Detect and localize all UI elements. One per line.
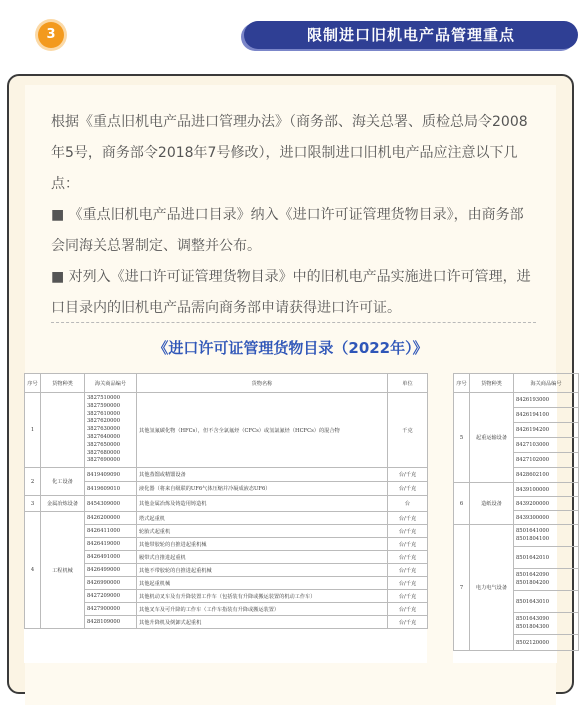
row-code: 8426411000 xyxy=(85,525,137,538)
card-inner-panel xyxy=(25,85,562,705)
row-goods-name: 其他带胶轮的自推进起重机械 xyxy=(137,538,388,551)
table-row xyxy=(25,616,428,629)
section-title: 限制进口旧机电产品管理重点 xyxy=(244,21,578,49)
row-number: 4 xyxy=(25,512,41,629)
row-unit: 千克 xyxy=(388,393,428,468)
row-unit: 台/千克 xyxy=(388,525,428,538)
row-number: 5 xyxy=(454,393,470,483)
row-category xyxy=(41,393,85,468)
header-cell: 序号 xyxy=(454,374,470,393)
table-row xyxy=(25,525,428,538)
row-code: 8427102000 xyxy=(514,453,579,468)
row-goods-name: 液化器（将来自级联的UF6气体压缩并冷凝成液态UF6） xyxy=(137,482,388,496)
row-unit: 台/千克 xyxy=(388,538,428,551)
row-category: 电力电气设备 xyxy=(470,525,514,651)
row-goods-name: 其他机动叉车及有升降装置工作车（包括装有升降或搬运装置的机动工作车） xyxy=(137,590,388,603)
header-cell: 海关商品编号 xyxy=(514,374,579,393)
row-code: 8426200000 xyxy=(85,512,137,525)
header-cell: 货物名称 xyxy=(137,374,388,393)
row-number: 2 xyxy=(25,468,41,496)
catalog-title: 《进口许可证管理货物目录（2022年）》 xyxy=(153,339,428,357)
table-row xyxy=(25,590,428,603)
row-unit: 台/千克 xyxy=(388,468,428,482)
table-row xyxy=(25,482,428,496)
row-code: 8426491000 xyxy=(85,551,137,564)
header-cell: 序号 xyxy=(25,374,41,393)
row-goods-name: 轮胎式起重机 xyxy=(137,525,388,538)
row-number: 3 xyxy=(25,496,41,512)
header-cell: 货物种类 xyxy=(41,374,85,393)
row-code: 8426194100 xyxy=(514,408,579,423)
row-unit: 台/千克 xyxy=(388,512,428,525)
row-code: 8502120000 xyxy=(514,635,579,651)
row-goods-name: 履带式自推进起重机 xyxy=(137,551,388,564)
row-unit: 台/千克 xyxy=(388,551,428,564)
row-unit: 台/千克 xyxy=(388,482,428,496)
table-row xyxy=(25,538,428,551)
row-category: 起重运输设备 xyxy=(470,393,514,483)
row-code: 8428602100 xyxy=(514,468,579,483)
row-goods-name: 其他升降机及倒卸式起重机 xyxy=(137,616,388,629)
table-row xyxy=(454,525,579,547)
table-row xyxy=(25,564,428,577)
row-category: 金属冶炼设备 xyxy=(41,496,85,512)
row-code: 8501642090 8501804200 xyxy=(514,569,579,591)
catalog-table-right xyxy=(453,373,562,663)
row-unit: 台/千克 xyxy=(388,577,428,590)
row-goods-name: 其他金属冶炼及铸造用铸造机 xyxy=(137,496,388,512)
header-cell: 单位 xyxy=(388,374,428,393)
content-card xyxy=(7,74,574,694)
table-row xyxy=(25,577,428,590)
row-code: 8426499000 xyxy=(85,564,137,577)
table-row xyxy=(25,512,428,525)
row-unit: 台 xyxy=(388,496,428,512)
table-row xyxy=(25,393,428,468)
row-category: 造纸设备 xyxy=(470,483,514,525)
row-goods-name: 其他氢氟碳化物（HFCs），但不含全氯氟烃（CFCs）或氢氯氟烃（HCFCs）的混合物 xyxy=(137,393,388,468)
row-goods-name: 其他不带胶轮的自推进起重机械 xyxy=(137,564,388,577)
section-number-badge: 3 xyxy=(38,22,64,48)
row-number: 7 xyxy=(454,525,470,651)
dashed-divider xyxy=(51,322,536,323)
row-goods-name: 塔式起重机 xyxy=(137,512,388,525)
row-number: 6 xyxy=(454,483,470,525)
row-code: 3827510000 3827590000 3827610000 3827620000 3827630000 3827640000 3827650000 3827680000 3827690000 xyxy=(85,393,137,468)
row-code: 8427103000 xyxy=(514,438,579,453)
catalog-table-left xyxy=(24,373,427,663)
row-code: 8501641000 8501804100 xyxy=(514,525,579,547)
row-unit: 台/千克 xyxy=(388,603,428,616)
row-category: 化工设备 xyxy=(41,468,85,496)
row-code: 8501642010 xyxy=(514,547,579,569)
table-header-row xyxy=(25,374,428,393)
header-cell: 海关商品编号 xyxy=(85,374,137,393)
intro-paragraph: 根据《重点旧机电产品进口管理办法》（商务部、海关总署、质检总局令2008年5号，商务部令2018年7号修改），进口限制进口旧机电产品应注意以下几点： xyxy=(51,114,528,192)
row-unit: 台/千克 xyxy=(388,564,428,577)
row-goods-name: 其他叉车及可升降的工作车（工作车指装有升降或搬运装置） xyxy=(137,603,388,616)
row-code: 8419409090 xyxy=(85,468,137,482)
row-code: 8501643090 8501804300 xyxy=(514,613,579,635)
header-cell: 货物种类 xyxy=(470,374,514,393)
row-code: 8426419000 xyxy=(85,538,137,551)
table-row xyxy=(25,551,428,564)
row-code: 8427209000 xyxy=(85,590,137,603)
row-goods-name: 其他起重机械 xyxy=(137,577,388,590)
table-row xyxy=(454,393,579,408)
bullet-paragraph-2: ■ 对列入《进口许可证管理货物目录》中的旧机电产品实施进口许可管理，进口目录内的旧机电产品需向商务部申请获得进口许可证。 xyxy=(51,269,531,316)
row-unit: 台/千克 xyxy=(388,616,428,629)
table-row xyxy=(25,468,428,482)
row-number: 1 xyxy=(25,393,41,468)
row-code: 8426194200 xyxy=(514,423,579,438)
row-code: 8427900000 xyxy=(85,603,137,616)
row-goods-name: 其他蒸馏或精馏设备 xyxy=(137,468,388,482)
body-text xyxy=(51,107,536,324)
row-code: 8454309000 xyxy=(85,496,137,512)
row-code: 8426990000 xyxy=(85,577,137,590)
table-row xyxy=(25,496,428,512)
row-category: 工程机械 xyxy=(41,512,85,629)
row-code: 8501643010 xyxy=(514,591,579,613)
bullet-paragraph-1: ■ 《重点旧机电产品进口目录》纳入《进口许可证管理货物目录》，由商务部会同海关总署制定、调整并公布。 xyxy=(51,207,524,254)
row-code: 8439200000 xyxy=(514,497,579,511)
row-code: 8439300000 xyxy=(514,511,579,525)
table-row xyxy=(25,603,428,616)
row-code: 8428109000 xyxy=(85,616,137,629)
row-code: 8426193000 xyxy=(514,393,579,408)
row-code: 8439100000 xyxy=(514,483,579,497)
row-unit: 台/千克 xyxy=(388,590,428,603)
row-code: 8419609010 xyxy=(85,482,137,496)
table-header-row xyxy=(454,374,579,393)
table-row xyxy=(454,483,579,497)
